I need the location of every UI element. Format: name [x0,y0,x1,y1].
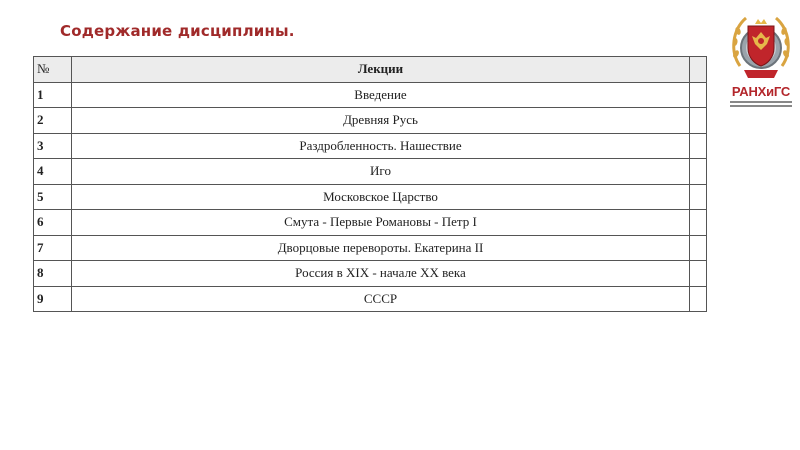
row-lecture: Введение [72,82,690,108]
row-empty-cell [690,159,707,185]
row-lecture: СССР [72,286,690,312]
table-row [34,286,707,312]
logo-text: РАНХиГС [731,84,791,99]
row-empty-cell [690,108,707,134]
table-row [34,133,707,159]
row-lecture: Иго [72,159,690,185]
table-row [34,159,707,185]
row-lecture: Московское Царство [72,184,690,210]
row-lecture: Россия в XIX - начале XX века [72,261,690,287]
lectures-table [33,56,707,312]
row-empty-cell [690,261,707,287]
row-empty-cell [690,286,707,312]
slide-title: Содержание дисциплины. [60,22,295,40]
row-num: 4 [34,159,72,185]
row-empty-cell [690,184,707,210]
row-num: 8 [34,261,72,287]
table-header-row [34,57,707,83]
table-row [34,82,707,108]
row-num: 6 [34,210,72,236]
row-lecture: Смута - Первые Романовы - Петр I [72,210,690,236]
row-lecture: Древняя Русь [72,108,690,134]
table-row [34,184,707,210]
row-num: 3 [34,133,72,159]
row-num: 2 [34,108,72,134]
row-num: 9 [34,286,72,312]
row-empty-cell [690,235,707,261]
table-row [34,261,707,287]
row-lecture: Раздробленность. Нашествие [72,133,690,159]
row-empty-cell [690,210,707,236]
header-num: № [34,57,72,83]
logo-subtitle-lines-icon [730,101,792,108]
table-row [34,210,707,236]
row-empty-cell [690,133,707,159]
ranepa-logo [726,4,796,114]
table-row [34,235,707,261]
header-empty-cell [690,57,707,83]
row-num: 7 [34,235,72,261]
row-empty-cell [690,82,707,108]
row-lecture: Дворцовые перевороты. Екатерина II [72,235,690,261]
emblem-icon [726,4,796,84]
table-row [34,108,707,134]
header-lecture: Лекции [72,57,690,83]
row-num: 5 [34,184,72,210]
row-num: 1 [34,82,72,108]
